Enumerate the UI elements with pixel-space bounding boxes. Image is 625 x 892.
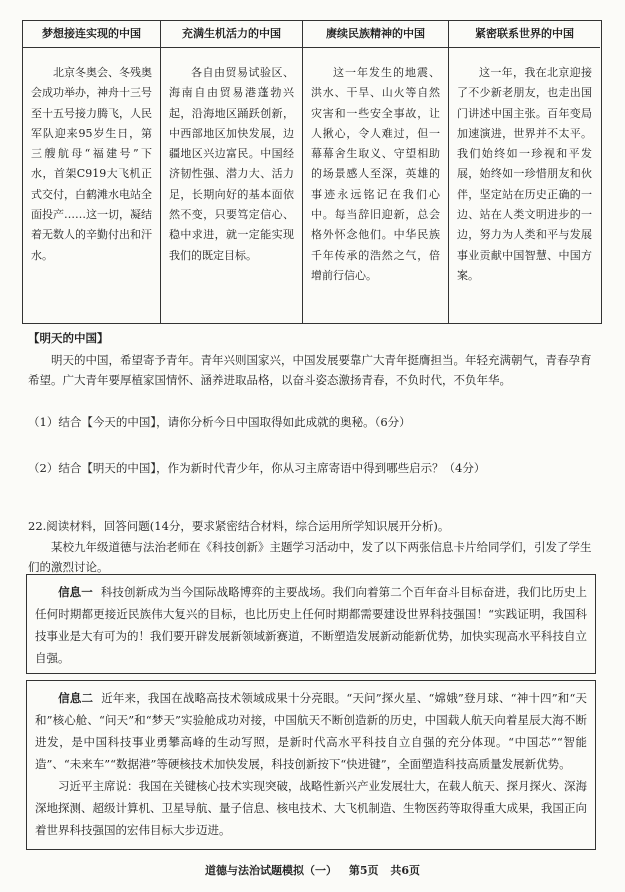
column-header: 紧密联系世界的中国 — [449, 21, 600, 48]
footer-total: 共6页 — [390, 864, 420, 877]
column-header: 充满生机活力的中国 — [161, 21, 302, 48]
footer-subject: 道德与法治试题模拟（一） — [205, 864, 337, 877]
table-column — [449, 21, 600, 323]
column-body: 这一年，我在北京迎接了不少新老朋友，也走出国门讲述中国主张。百年变局加速演进，世界并不太平。我们始终如一珍视和平发展，始终如一珍惜朋友和伙伴，坚定站在历史正确的一边、站在人类文明进步的一边，努力为人类和平与发展事业贡献中国智慧、中国方案。 — [457, 66, 592, 282]
card-text: 近年来，我国在战略高技术领域成果十分亮眼。“天问”探火星、“嫦娥”登月球、“神十四”和“天和”核心舱、“问天”和“梦天”实验舱成功对接，中国航天不断创造新的历史，中国载人航天向着星辰大海不断进发，是中国科技事业勇攀高峰的生动写照，是新时代高水平科技自立自强的充分体现。“中国芯”“智能造”、“未来车”“数据港”等硬核技术加快发展，科技创新按下“快进键”，全面塑造科技高质量发展新优势。 — [35, 691, 588, 771]
column-header: 梦想接连实现的中国 — [23, 21, 160, 48]
question-22-title: 22.阅读材料，回答问题(14分，要求紧密结合材料，综合运用所学知识展开分析)。 — [28, 519, 450, 533]
section-heading: 【明天的中国】 — [28, 331, 109, 345]
column-header: 赓续民族精神的中国 — [303, 21, 448, 48]
question-22-intro: 某校九年级道德与法治老师在《科技创新》主题学习活动中，发了以下两张信息卡片给同学们，引发了学生们的激烈讨论。 — [28, 540, 592, 574]
column-body: 各自由贸易试验区、海南自由贸易港蓬勃兴起，沿海地区踊跃创新，中西部地区加快发展，边疆地区兴边富民。中国经济韧性强、潜力大、活力足，长期向好的基本面依然不变，只要笃定信心、稳中求进，就一定能实现我们的既定目标。 — [169, 66, 294, 262]
tomorrow-paragraph: 明天的中国，希望寄予青年。青年兴则国家兴，中国发展要靠广大青年挺膺担当。年轻充满朝气，青春孕育希望。广大青年要厚植家国情怀、涵养进取品格，以奋斗姿态激扬青春，不负时代，不负年华。 — [28, 353, 592, 387]
page-footer — [0, 862, 625, 878]
card-text: 科技创新成为当今国际战略博弈的主要战场。我们向着第二个百年奋斗目标奋进，我们比历史上任何时期都更接近民族伟大复兴的目标，也比历史上任何时期都需要建设世界科技强国！“实践证明，我国科技事业是大有可为的！我们要开辟发展新领域新赛道，不断塑造发展新动能新优势，加快实现高水平科技自立自强。 — [35, 585, 587, 665]
question-1: （1）结合【今天的中国】，请你分析今日中国取得如此成就的奥秘。（6分） — [28, 415, 411, 429]
table-column — [161, 21, 303, 323]
card-label: 信息一 — [58, 585, 93, 599]
question-2: （2）结合【明天的中国】，作为新时代青少年，你从习主席寄语中得到哪些启示？（4分） — [28, 461, 486, 475]
table-column — [303, 21, 449, 323]
info-card-2 — [26, 680, 596, 850]
column-body: 北京冬奥会、冬残奥会成功举办，神舟十三号至十五号接力腾飞，人民军队迎来95岁生日，第三艘航母“福建号”下水，首架C919大飞机正式交付，白鹤滩水电站全面投产……这一切，凝结着无数人的辛勤付出和汗水。 — [31, 66, 152, 262]
table-column — [23, 21, 161, 323]
info-table — [22, 20, 602, 324]
info-card-1 — [26, 574, 596, 674]
card-label: 信息二 — [58, 691, 94, 705]
column-body: 这一年发生的地震、洪水、干旱、山火等自然灾害和一些安全事故，让人揪心，令人难过，但一幕幕舍生取义、守望相助的场景感人至深，英雄的事迹永远铭记在我们心中。每当辞旧迎新，总会格外怀念他们。中华民族千年传承的浩然之气，倍增前行信心。 — [311, 66, 440, 282]
footer-page: 第5页 — [348, 864, 379, 877]
card-quote: 习近平主席说：我国在关键核心技术实现突破，战略性新兴产业发展壮大，在载人航天、探月探火、深海深地探测、超级计算机、卫星导航、量子信息、核电技术、大飞机制造、生物医药等取得重大成果，我国正向着世界科技强国的宏伟目标大步迈进。 — [35, 779, 587, 837]
